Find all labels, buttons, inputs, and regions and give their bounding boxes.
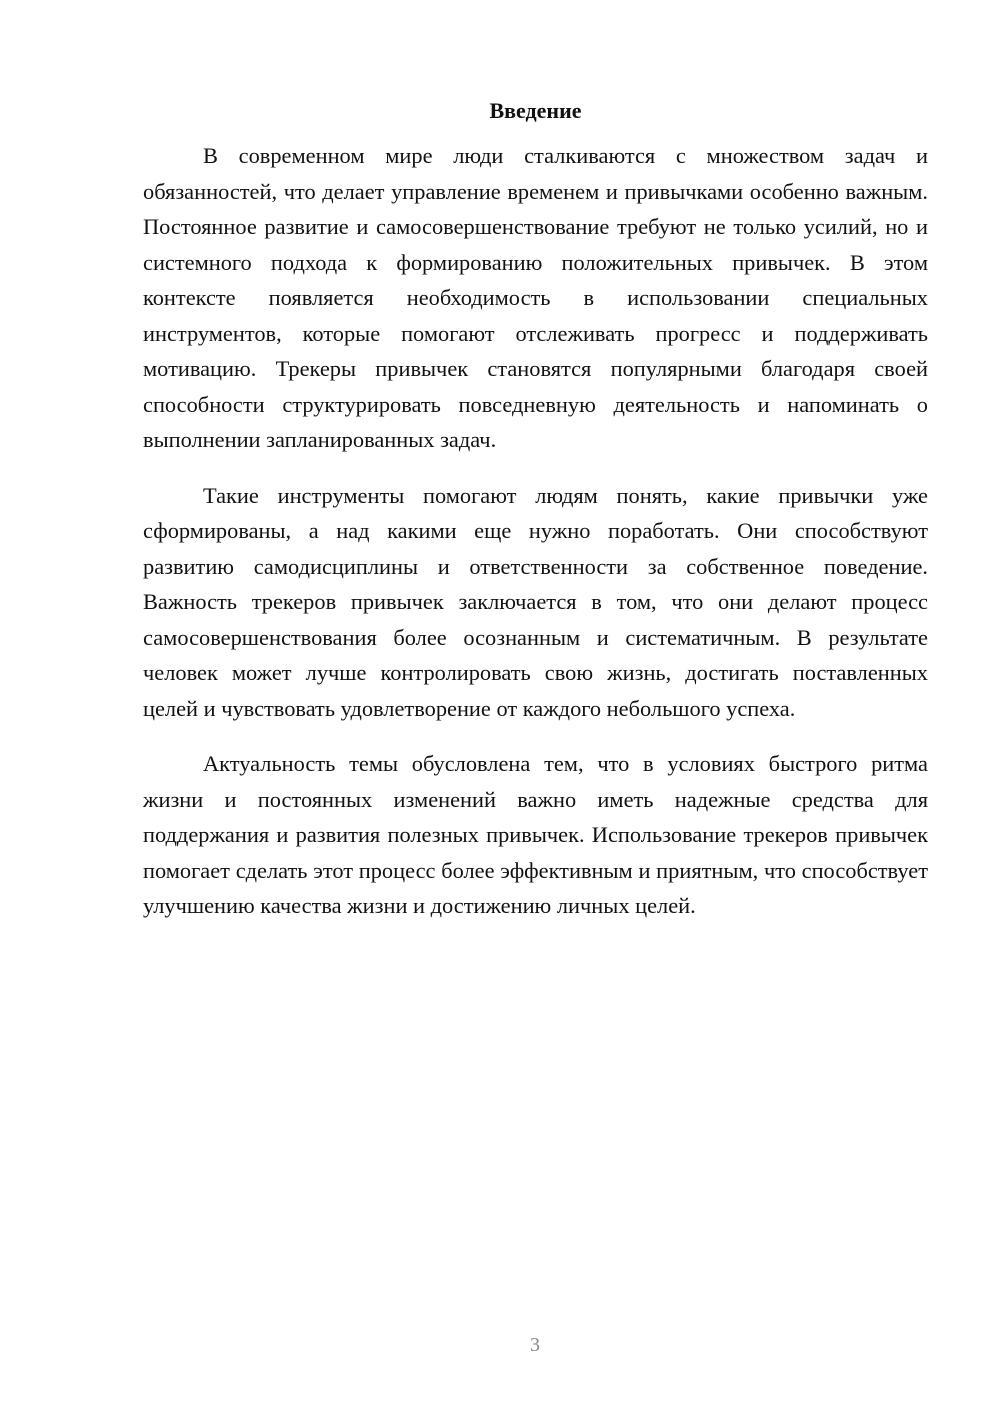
page-number: 3 [530,1334,540,1356]
page-content [143,96,928,944]
paragraph-2: Такие инструменты помогают людям понять, какие привычки уже сформированы, а над какими еще нужно поработать. Они способствуют развитию самодисциплины и ответственности за собственное поведение. Важность трекеров привычек заключается в том, что они делают процесс самосовершенствования более осознанным и систематичным. В результате человек может лучше контролировать свою жизнь, достигать поставленных целей и чувствовать удовлетворение от каждого небольшого успеха. [143,482,928,721]
paragraph-3: Актуальность темы обусловлена тем, что в условиях быстрого ритма жизни и постоянных изменений важно иметь надежные средства для поддержания и развития полезных привычек. Использование трекеров привычек помогает сделать этот процесс более эффективным и приятным, что способствует улучшению качества жизни и достижению личных целей. [143,751,928,918]
section-title: Введение [489,98,582,123]
paragraph-1: В современном мире люди сталкиваются с множеством задач и обязанностей, что делает управление временем и привычками особенно важным. Постоянное развитие и самосовершенствование требуют не только усилий, но и системного подхода к формированию положительных привычек. В этом контексте появляется необходимость в использовании специальных инструментов, которые помогают отслеживать прогресс и поддерживать мотивацию. Трекеры привычек становятся популярными благодаря своей способности структурировать повседневную деятельность и напоминать о выполнении запланированных задач. [143,143,928,452]
